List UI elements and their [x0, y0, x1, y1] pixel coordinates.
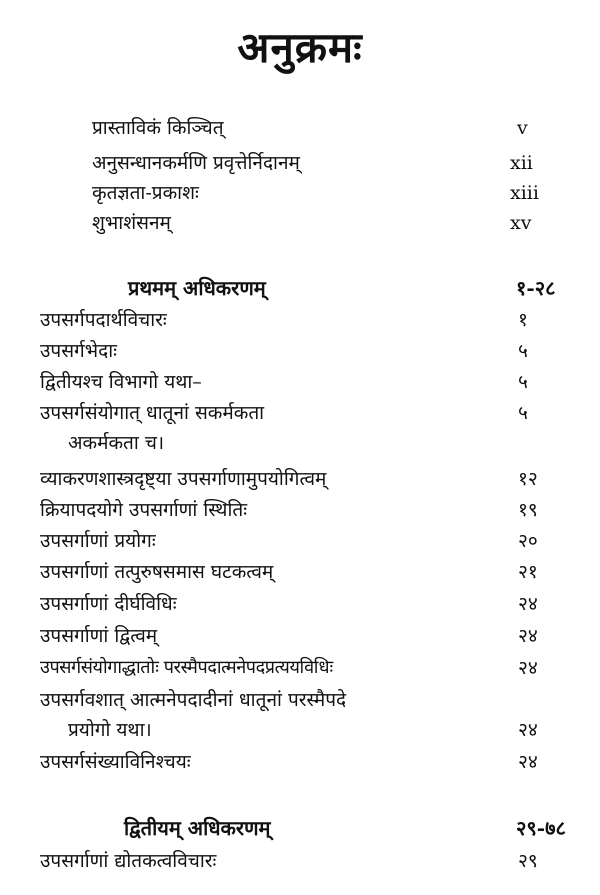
toc-entry-page: २९	[518, 850, 538, 872]
toc-entry-label: उपसर्गाणां द्योतकत्वविचारः	[40, 850, 217, 872]
toc-entry-label: उपसर्गाणां तत्पुरुषसमास घटकत्वम्	[40, 561, 274, 583]
toc-entry-page: १२	[518, 468, 538, 490]
page-title: अनुक्रमः	[237, 23, 363, 72]
chapter-heading-label: प्रथमम् अधिकरणम्	[128, 276, 266, 300]
toc-entry-label: उपसर्गसंयोगात् धातूनां सकर्मकता	[40, 402, 265, 424]
toc-entry-label: अनुसन्धानकर्मणि प्रवृत्तेर्निदानम्	[92, 152, 300, 174]
toc-entry-page: २४	[518, 625, 538, 647]
toc-entry-page: २०	[518, 530, 538, 552]
toc-entry-label: कृतज्ञता-प्रकाशः	[92, 182, 199, 204]
toc-entry-label: क्रियापदयोगे उपसर्गाणां स्थितिः	[40, 499, 248, 521]
toc-entry-page: xii	[510, 152, 533, 174]
toc-entry-label: उपसर्गाणां द्वित्वम्	[40, 625, 158, 647]
toc-entry-page: २४	[518, 751, 538, 773]
toc-entry-page: २१	[518, 561, 538, 583]
toc-entry-page: ५	[518, 340, 528, 362]
toc-entry-page: ५	[518, 402, 528, 424]
toc-entry-label: उपसर्गवशात् आत्मनेपदादीनां धातूनां परस्मैपदे	[40, 689, 347, 711]
toc-entry-label: उपसर्गाणां प्रयोगः	[40, 530, 156, 552]
toc-entry-label: शुभाशंसनम्	[92, 212, 171, 234]
toc-entry-label: उपसर्गपदार्थविचारः	[40, 309, 167, 331]
toc-entry-page: xv	[510, 212, 532, 234]
toc-entry-label: उपसर्गभेदाः	[40, 340, 117, 362]
toc-entry-page: २४	[518, 593, 538, 615]
toc-entry-page: ५	[518, 371, 528, 393]
toc-entry-label: द्वितीयश्च विभागो यथा–	[40, 371, 202, 393]
toc-entry-page: १	[518, 309, 528, 331]
toc-entry-page: २४	[518, 719, 538, 741]
chapter-heading-page: २९-७८	[516, 816, 566, 840]
toc-entry-page: xiii	[510, 182, 539, 204]
toc-entry-label: उपसर्गसंयोगाद्धातोः परस्मैपदात्मनेपदप्रत्ययविधिः	[40, 657, 333, 678]
chapter-heading-label: द्वितीयम् अधिकरणम्	[124, 816, 271, 840]
chapter-heading-page: १-२८	[516, 276, 556, 300]
toc-entry-label: अकर्मकता च।	[68, 432, 165, 454]
toc-entry-page: १९	[518, 499, 538, 521]
toc-entry-page: v	[517, 117, 528, 139]
toc-entry-page: २४	[518, 657, 538, 679]
toc-entry-label: व्याकरणशास्त्रदृष्ट्या उपसर्गाणामुपयोगित्वम्	[40, 468, 327, 490]
toc-entry-label: उपसर्गसंख्याविनिश्चयः	[40, 751, 191, 773]
toc-entry-label: उपसर्गाणां दीर्घविधिः	[40, 593, 177, 615]
toc-entry-label: प्रास्ताविकं किञ्चित्	[92, 117, 224, 139]
toc-entry-label: प्रयोगो यथा।	[68, 719, 152, 741]
